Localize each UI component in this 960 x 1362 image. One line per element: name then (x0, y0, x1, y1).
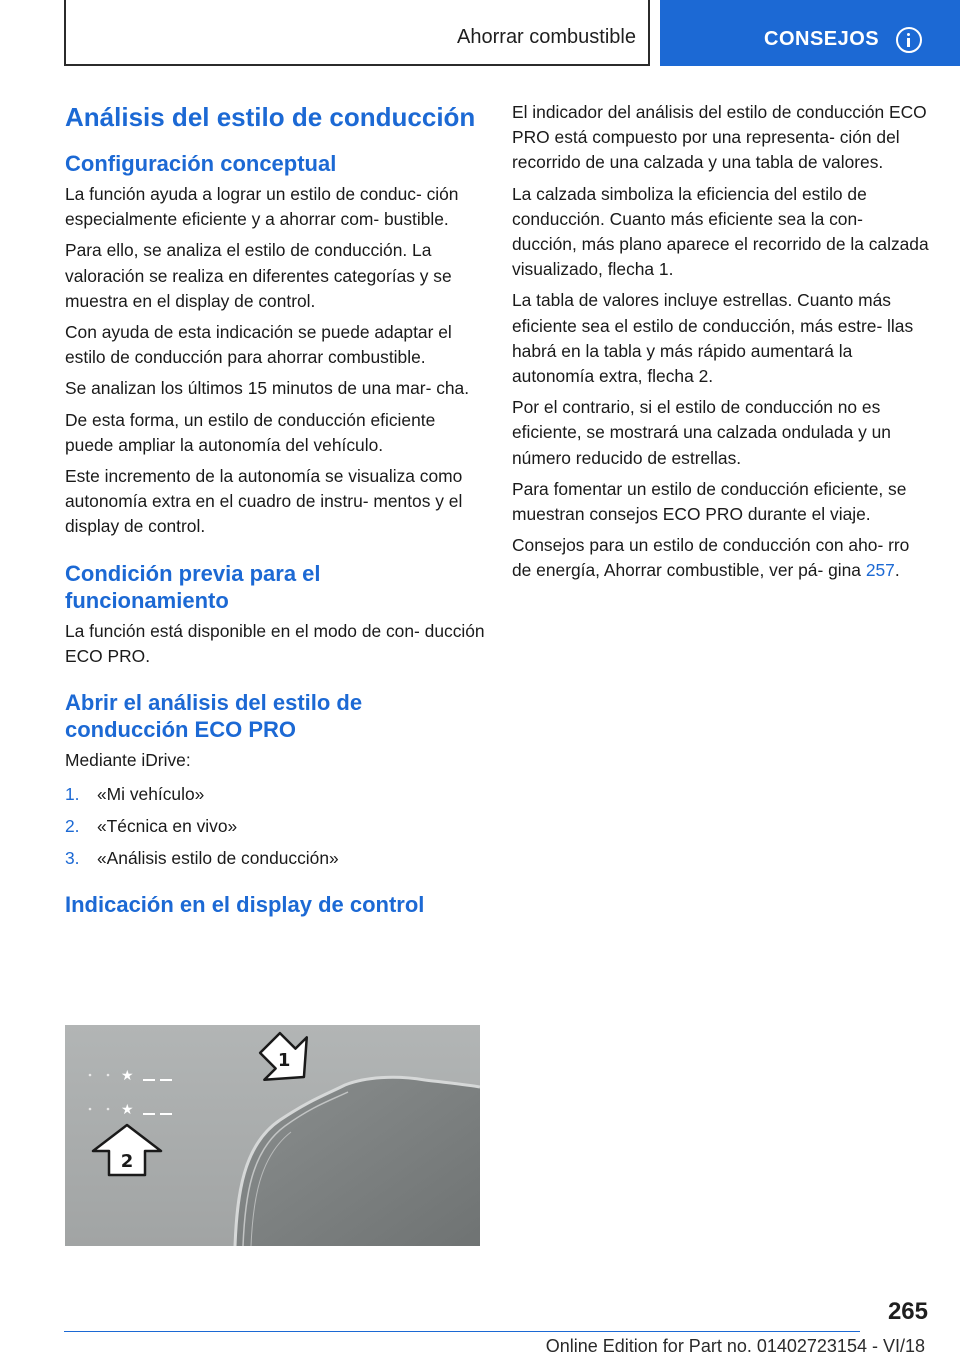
display-illustration (65, 1025, 480, 1246)
step-number: 3. (65, 848, 80, 869)
edition-note: Online Edition for Part no. 01402723154 - VI/18 (545, 1336, 925, 1356)
paragraph-reference (512, 533, 932, 583)
paragraph: Para fomentar un estilo de conducción eficiente, se muestran consejos ECO PRO durante el viaje. (512, 478, 907, 525)
page-title: Análisis del estilo de conducción (65, 102, 476, 132)
list-item (65, 813, 485, 839)
step-text: «Análisis estilo de conducción» (97, 848, 339, 869)
page-link[interactable]: 257 (865, 560, 895, 581)
header-rule-right (648, 0, 650, 66)
heading-abrir: Abrir el análisis del estilo de conducción ECO PRO (65, 690, 363, 743)
paragraph: Se analizan los últimos 15 minutos de una mar‐ cha. (65, 378, 470, 399)
paragraph: Este incremento de la autonomía se visualiza como autonomía extra en el cuadro de instru‐ mentos y el display de control. (65, 466, 463, 537)
paragraph: La tabla de valores incluye estrellas. Cuanto más eficiente sea el estilo de conducción, más estre‐ llas habrá en la tabla y más rápido aumentará la autonomía extra, flecha 2. (512, 290, 914, 387)
heading-condicion: Condición previa para el funcionamiento (65, 560, 321, 613)
reference-suffix: . (894, 560, 900, 581)
chapter-tab-label: CONSEJOS (764, 28, 880, 50)
paragraph: Mediante iDrive: (65, 750, 191, 771)
reference-text: Consejos para un estilo de conducción con aho‐ rro de energía, Ahorrar combustible, ver pá‐ gina (512, 535, 910, 581)
paragraph: Por el contrario, si el estilo de conducción no es eficiente, se mostrará una calzada ondulada y un número reducido de estrellas. (512, 397, 891, 468)
paragraph: La calzada simboliza la eficiencia del estilo de conducción. Cuanto más eficiente sea la con‐ ducción, más plano aparece el recorrido de la calzada visualizado, flecha 1. (512, 183, 929, 280)
heading-indicacion: Indicación en el display de control (65, 892, 425, 918)
arrow-2-label: 2 (120, 1151, 134, 1172)
paragraph: El indicador del análisis del estilo de conducción ECO PRO está compuesto por una representa‐ ción del recorrido de una calzada y una tabla de valores. (512, 102, 927, 173)
section-title: Ahorrar combustible (457, 26, 636, 48)
list-item (65, 845, 485, 871)
heading-configuracion: Configuración conceptual (65, 151, 337, 176)
page-number: 265 (887, 1298, 928, 1325)
paragraph: Para ello, se analiza el estilo de conducción. La valoración se realiza en diferentes categorías y se muestra en el display de control. (65, 240, 452, 311)
step-number: 1. (65, 784, 80, 805)
arrow-1-label: 1 (277, 1049, 291, 1071)
paragraph: La función está disponible en el modo de con‐ ducción ECO PRO. (65, 620, 485, 666)
svg-text:★: ★ (121, 1068, 134, 1084)
paragraph: La función ayuda a lograr un estilo de conduc‐ ción especialmente eficiente y a ahorrar com‐ bustible. (65, 184, 459, 230)
paragraph: Con ayuda de esta indicación se puede adaptar el estilo de conducción para ahorrar combustible. (65, 322, 452, 368)
step-text: «Técnica en vivo» (97, 816, 238, 837)
right-column (512, 100, 932, 590)
step-text: «Mi vehículo» (97, 784, 205, 805)
left-column (65, 100, 485, 923)
steps-list (65, 781, 485, 871)
step-number: 2. (65, 816, 80, 837)
info-icon[interactable] (896, 27, 922, 53)
paragraph: De esta forma, un estilo de conducción eficiente puede ampliar la autonomía del vehículo. (65, 409, 436, 455)
chapter-tab[interactable] (660, 0, 960, 66)
svg-text:★: ★ (121, 1102, 134, 1118)
list-item (65, 781, 485, 807)
footer-rule (64, 1331, 860, 1332)
header-rule-bottom (64, 64, 650, 66)
